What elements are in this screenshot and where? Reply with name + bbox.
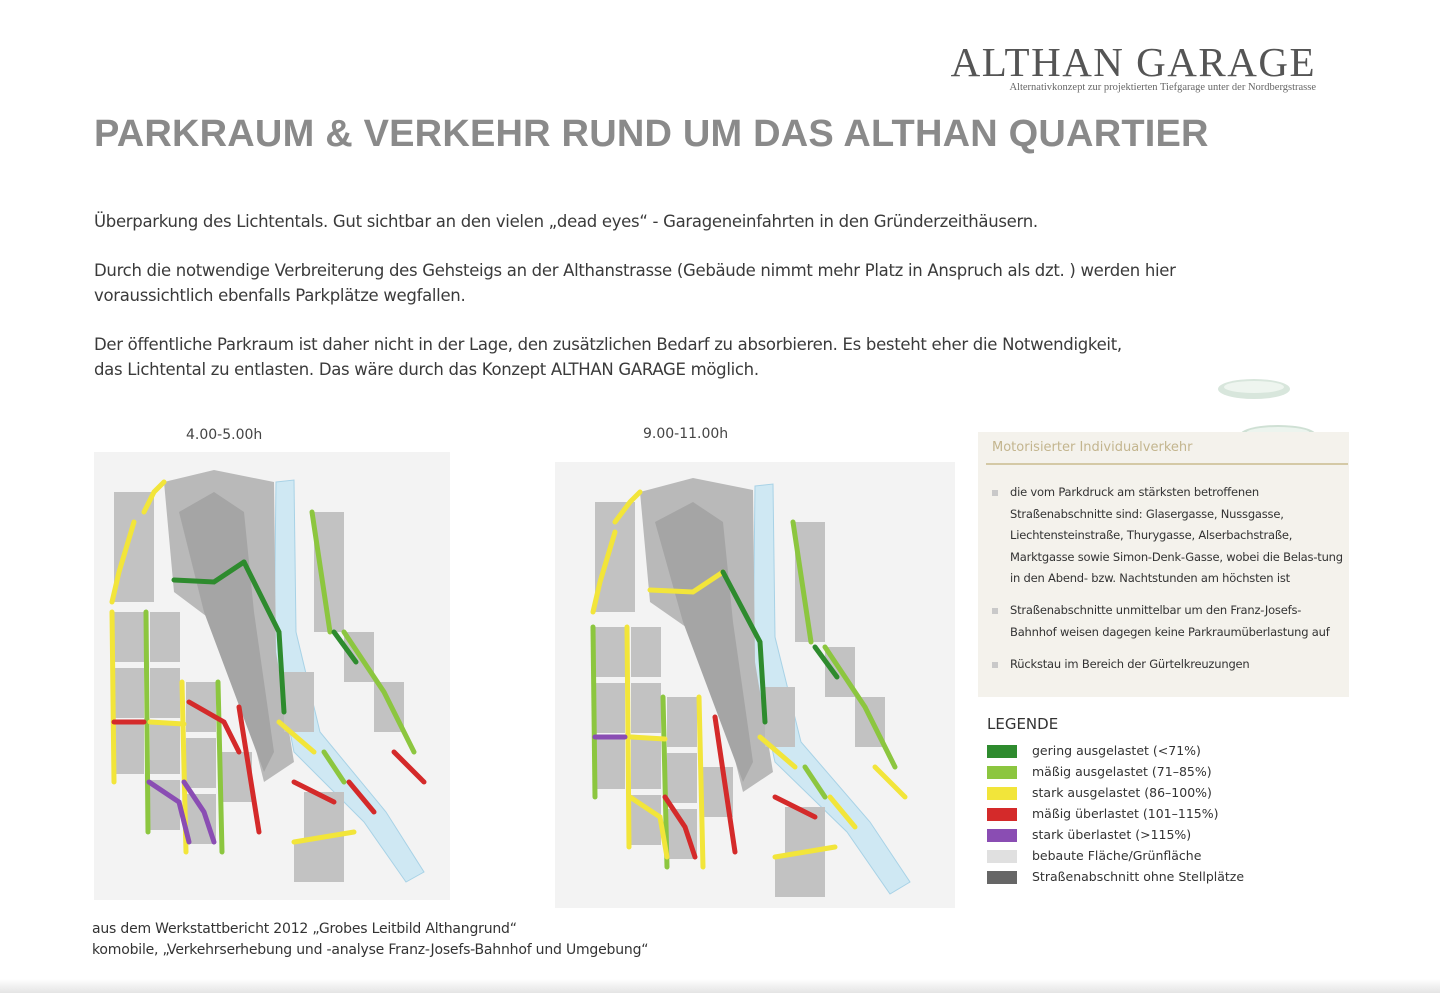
legend-label: stark überlastet (>115%) bbox=[1032, 827, 1192, 842]
brand-subtitle: Alternativkonzept zur projektierten Tiefgarage unter der Nordbergstrasse bbox=[1009, 82, 1316, 93]
paragraph-3: Der öffentliche Parkraum ist daher nicht in der Lage, den zusätzlichen Bedarf zu absorbieren. Es besteht eher die Notwendigkeit, das Lichtental zu entlasten. Das wäre durch das Konzept ALTHAN GARAGE möglich. bbox=[94, 335, 1122, 379]
info-panel-heading: Motorisierter Individualverkehr bbox=[992, 440, 1193, 455]
source-note bbox=[92, 919, 648, 961]
legend-swatch bbox=[987, 745, 1017, 758]
page-bottom-shade bbox=[0, 979, 1440, 993]
source-line-1: aus dem Werkstattbericht 2012 „Grobes Leitbild Althangrund“ bbox=[92, 921, 517, 937]
bullet-icon bbox=[992, 490, 998, 496]
legend-title: LEGENDE bbox=[987, 715, 1059, 733]
legend-label: mäßig überlastet (101–115%) bbox=[1032, 806, 1219, 821]
legend-swatch bbox=[987, 808, 1017, 821]
legend-swatch bbox=[987, 871, 1017, 884]
map-label-morning: 9.00-11.00h bbox=[643, 426, 729, 442]
info-bullet-3: Rückstau im Bereich der Gürtelkreuzungen bbox=[1010, 657, 1250, 671]
legend-label: Straßenabschnitt ohne Stellplätze bbox=[1032, 869, 1245, 884]
panel-divider bbox=[986, 463, 1348, 465]
info-bullet-1: die vom Parkdruck am stärksten betroffenen Straßenabschnitte sind: Glasergasse, Nussgasse, Liechtensteinstraße, Thurygasse, Alserbachstraße, Marktgasse sowie Simon-Denk-Gasse, wobei die Belas-tung in den Abend- bzw. Nachtstunden am höchsten ist bbox=[1010, 485, 1343, 585]
bullet-icon bbox=[992, 662, 998, 668]
legend-swatch bbox=[987, 766, 1017, 779]
legend-label: bebaute Fläche/Grünfläche bbox=[1032, 848, 1202, 863]
legend-label: stark ausgelastet (86–100%) bbox=[1032, 785, 1212, 800]
brand-block bbox=[951, 40, 1316, 93]
parking-map-morning bbox=[555, 462, 955, 908]
legend-swatch bbox=[987, 829, 1017, 842]
legend-label: mäßig ausgelastet (71–85%) bbox=[1032, 764, 1212, 779]
page-title: PARKRAUM & VERKEHR RUND UM DAS ALTHAN QUARTIER bbox=[94, 113, 1209, 155]
legend-label: gering ausgelastet (<71%) bbox=[1032, 743, 1201, 758]
paragraph-1: Überparkung des Lichtentals. Gut sichtbar an den vielen „dead eyes“ - Garageneinfahrten in den Gründerzeithäusern. bbox=[94, 212, 1038, 231]
map-label-night: 4.00-5.00h bbox=[186, 427, 263, 443]
brand-title: ALTHAN GARAGE bbox=[950, 39, 1316, 85]
legend-swatch bbox=[987, 850, 1017, 863]
legend-swatch bbox=[987, 787, 1017, 800]
info-bullet-2: Straßenabschnitte unmittelbar um den Franz-Josefs-Bahnhof weisen dagegen keine Parkraumüberlastung auf bbox=[1010, 603, 1330, 639]
parking-map-night bbox=[94, 452, 450, 900]
info-panel bbox=[978, 432, 1349, 697]
zeppelin-icon bbox=[1214, 372, 1294, 406]
bullet-icon bbox=[992, 608, 998, 614]
source-line-2: komobile, „Verkehrserhebung und -analyse Franz-Josefs-Bahnhof und Umgebung“ bbox=[92, 942, 649, 958]
paragraph-2: Durch die notwendige Verbreiterung des Gehsteigs an der Althanstrasse (Gebäude nimmt mehr Platz in Anspruch als dzt. ) werden hier voraussichtlich ebenfalls Parkplätze wegfallen. bbox=[94, 261, 1176, 305]
